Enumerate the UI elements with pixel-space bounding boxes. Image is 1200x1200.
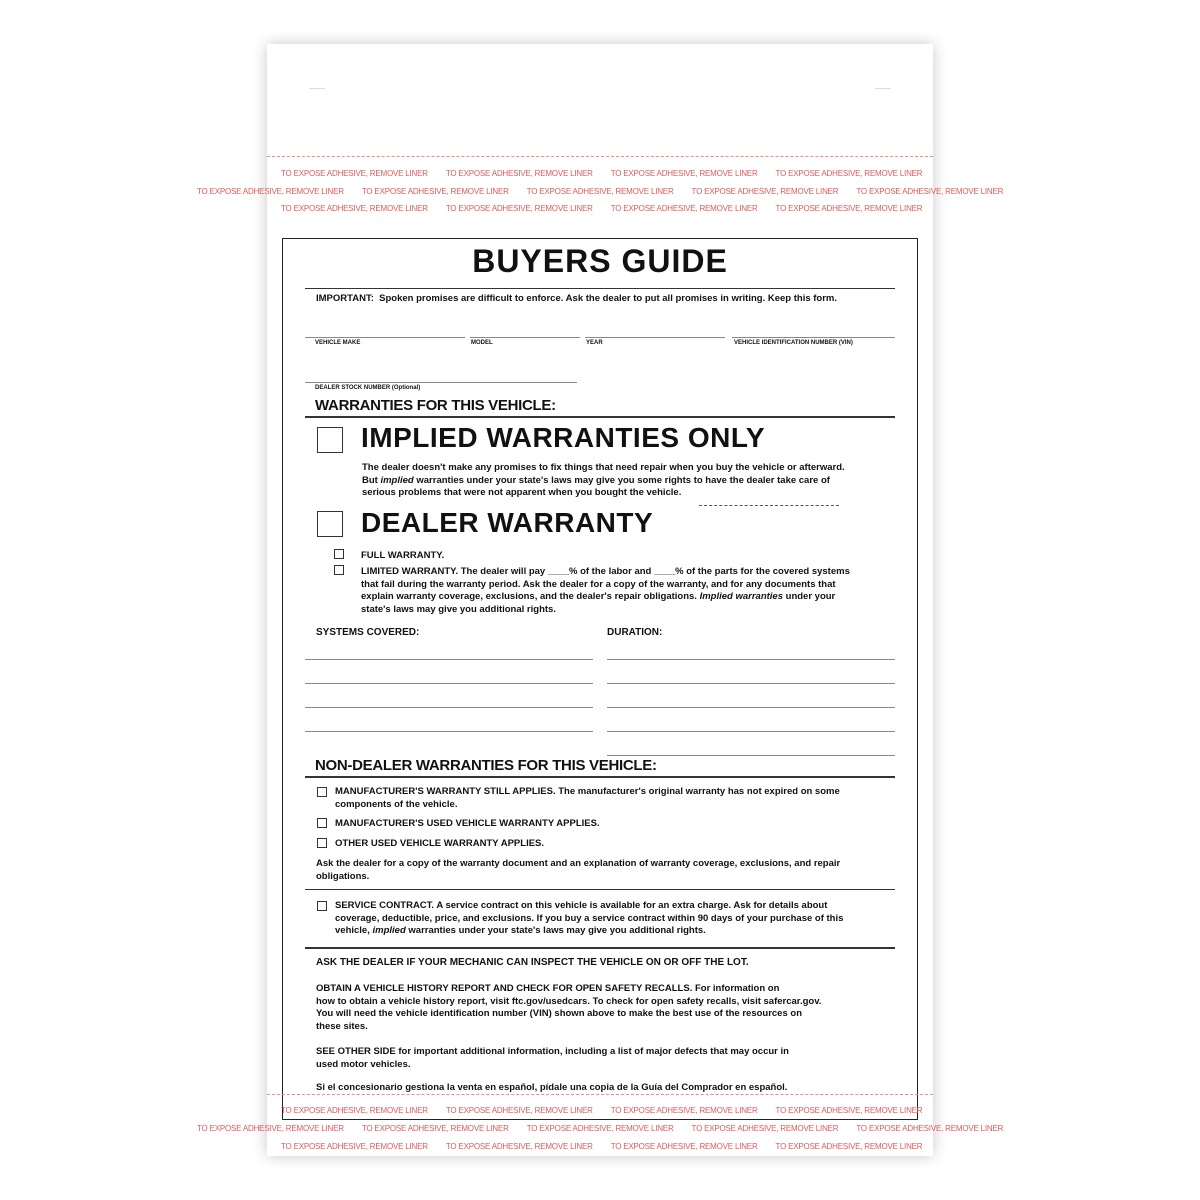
dealer-warranty-heading: DEALER WARRANTY: [361, 507, 654, 538]
liner-row: TO EXPOSE ADHESIVE, REMOVE LINER TO EXPOSE ADHESIVE, REMOVE LINER TO EXPOSE ADHESIVE, REMOVE LINER TO EXPOSE ADHESIVE, REMOVE LINER: [281, 1106, 923, 1115]
liner-row: TO EXPOSE ADHESIVE, REMOVE LINER TO EXPOSE ADHESIVE, REMOVE LINER TO EXPOSE ADHESIVE, REMOVE LINER TO EXPOSE ADHESIVE, REMOVE LINER: [281, 1142, 923, 1151]
duration-line[interactable]: [607, 755, 895, 756]
systems-line[interactable]: [305, 707, 593, 708]
spanish-notice: Si el concesionario gestiona la venta en español, pídale una copia de la Guía del Comprador en español.: [316, 1082, 788, 1093]
vehicle-history-text: OBTAIN A VEHICLE HISTORY REPORT AND CHECK FOR OPEN SAFETY RECALLS. For information on how to obtain a vehicle history report, visit ftc.gov/usedcars. To check for open safety recalls, visit safercar.gov. You will need the vehicle identification number (VIN) shown above to make the best use of the resources on these sites.: [316, 983, 822, 1032]
perforation-mark-left: [309, 88, 325, 89]
year-label: YEAR: [586, 340, 603, 346]
vin-label: VEHICLE IDENTIFICATION NUMBER (VIN): [734, 340, 853, 346]
service-rule-bottom: [305, 947, 895, 949]
service-rule-top: [305, 889, 895, 890]
see-other-side-text: SEE OTHER SIDE for important additional information, including a list of major defects that may occur in used motor vehicles.: [316, 1046, 789, 1070]
perforation-mark-right: [875, 88, 891, 89]
warranties-heading: WARRANTIES FOR THIS VEHICLE:: [315, 397, 556, 414]
implied-dashed-separator: [699, 505, 839, 506]
duration-line[interactable]: [607, 731, 895, 732]
duration-line[interactable]: [607, 683, 895, 684]
other-used-checkbox[interactable]: [317, 838, 327, 848]
stock-number-label: DEALER STOCK NUMBER (Optional): [315, 385, 421, 391]
full-warranty-label: FULL WARRANTY.: [361, 550, 445, 561]
year-line[interactable]: [585, 337, 725, 338]
top-liner-dashed-line: [267, 156, 933, 157]
dealer-warranty-checkbox[interactable]: [317, 511, 343, 537]
duration-line[interactable]: [607, 659, 895, 660]
limited-warranty-text: LIMITED WARRANTY. The dealer will pay ____% of the labor and ____% of the parts for the covered systems that fail during the warranty period. Ask the dealer for a copy of the warranty, and for any documents that explain warranty coverage, exclusions, and the dealer's repair obligations. Implied warranties under your state's laws may give you additional rights.: [361, 566, 850, 615]
non-dealer-heading: NON-DEALER WARRANTIES FOR THIS VEHICLE:: [315, 757, 657, 774]
liner-row: TO EXPOSE ADHESIVE, REMOVE LINER TO EXPOSE ADHESIVE, REMOVE LINER TO EXPOSE ADHESIVE, REMOVE LINER TO EXPOSE ADHESIVE, REMOVE LINER: [281, 169, 923, 178]
vehicle-make-label: VEHICLE MAKE: [315, 340, 361, 346]
vehicle-make-line[interactable]: [305, 337, 465, 338]
warranties-rule: [305, 416, 895, 418]
liner-row: TO EXPOSE ADHESIVE, REMOVE LINER TO EXPOSE ADHESIVE, REMOVE LINER TO EXPOSE ADHESIVE, REMOVE LINER TO EXPOSE ADHESIVE, REMOVE LINER: [281, 204, 923, 213]
limited-warranty-checkbox[interactable]: [334, 565, 344, 575]
implied-warranties-checkbox[interactable]: [317, 427, 343, 453]
service-contract-checkbox[interactable]: [317, 901, 327, 911]
model-label: MODEL: [471, 340, 493, 346]
liner-row: TO EXPOSE ADHESIVE, REMOVE LINER TO EXPOSE ADHESIVE, REMOVE LINER TO EXPOSE ADHESIVE, REMOVE LINER TO EXPOSE ADHESIVE, REMOVE LINER TO EXPOSE ADHESIVE, REMOVE LINER: [197, 1124, 1004, 1133]
buyers-guide-form: [282, 238, 918, 1120]
title-rule: [305, 288, 895, 289]
liner-row: TO EXPOSE ADHESIVE, REMOVE LINER TO EXPOSE ADHESIVE, REMOVE LINER TO EXPOSE ADHESIVE, REMOVE LINER TO EXPOSE ADHESIVE, REMOVE LINER TO EXPOSE ADHESIVE, REMOVE LINER: [197, 187, 1004, 196]
manufacturer-warranty-text: MANUFACTURER'S WARRANTY STILL APPLIES. The manufacturer's original warranty has not expired on some components of the vehicle.: [335, 786, 840, 810]
vin-line[interactable]: [732, 337, 895, 338]
form-title: BUYERS GUIDE: [472, 243, 728, 279]
bottom-adhesive-liner: [197, 1102, 1004, 1162]
full-warranty-checkbox[interactable]: [334, 549, 344, 559]
buyers-guide-sheet: [197, 44, 1004, 1156]
important-notice: IMPORTANT: Spoken promises are difficult to enforce. Ask the dealer to put all promises in writing. Keep this form.: [316, 293, 838, 304]
implied-warranties-text: The dealer doesn't make any promises to fix things that need repair when you buy the vehicle or afterward. But implied warranties under your state's laws may give you some rights to have the dealer take care of serious problems that were not apparent when you bought the vehicle.: [362, 462, 845, 498]
systems-line[interactable]: [305, 683, 593, 684]
stock-number-line[interactable]: [305, 382, 577, 383]
ask-dealer-warranty-text: Ask the dealer for a copy of the warranty document and an explanation of warranty coverage, exclusions, and repair obligations.: [316, 858, 841, 882]
mechanic-inspect-text: ASK THE DEALER IF YOUR MECHANIC CAN INSPECT THE VEHICLE ON OR OFF THE LOT.: [316, 957, 749, 968]
model-line[interactable]: [470, 337, 580, 338]
other-used-label: OTHER USED VEHICLE WARRANTY APPLIES.: [335, 838, 545, 849]
manufacturer-used-checkbox[interactable]: [317, 818, 327, 828]
service-contract-text: SERVICE CONTRACT. A service contract on this vehicle is available for an extra charge. Ask for details about coverage, deductible, price, and exclusions. If you buy a service contract within 90 days of your purchase of this vehicle, implied warranties under your state's laws may give you additional rights.: [335, 900, 844, 936]
manufacturer-warranty-checkbox[interactable]: [317, 787, 327, 797]
manufacturer-used-label: MANUFACTURER'S USED VEHICLE WARRANTY APPLIES.: [335, 818, 600, 829]
duration-label: DURATION:: [607, 627, 663, 638]
implied-warranties-heading: IMPLIED WARRANTIES ONLY: [361, 422, 766, 453]
systems-line[interactable]: [305, 659, 593, 660]
duration-line[interactable]: [607, 707, 895, 708]
non-dealer-rule: [305, 776, 895, 778]
bottom-liner-dashed-line: [267, 1094, 933, 1095]
systems-line[interactable]: [305, 731, 593, 732]
top-adhesive-liner: [197, 164, 1004, 224]
systems-covered-label: SYSTEMS COVERED:: [316, 627, 420, 638]
